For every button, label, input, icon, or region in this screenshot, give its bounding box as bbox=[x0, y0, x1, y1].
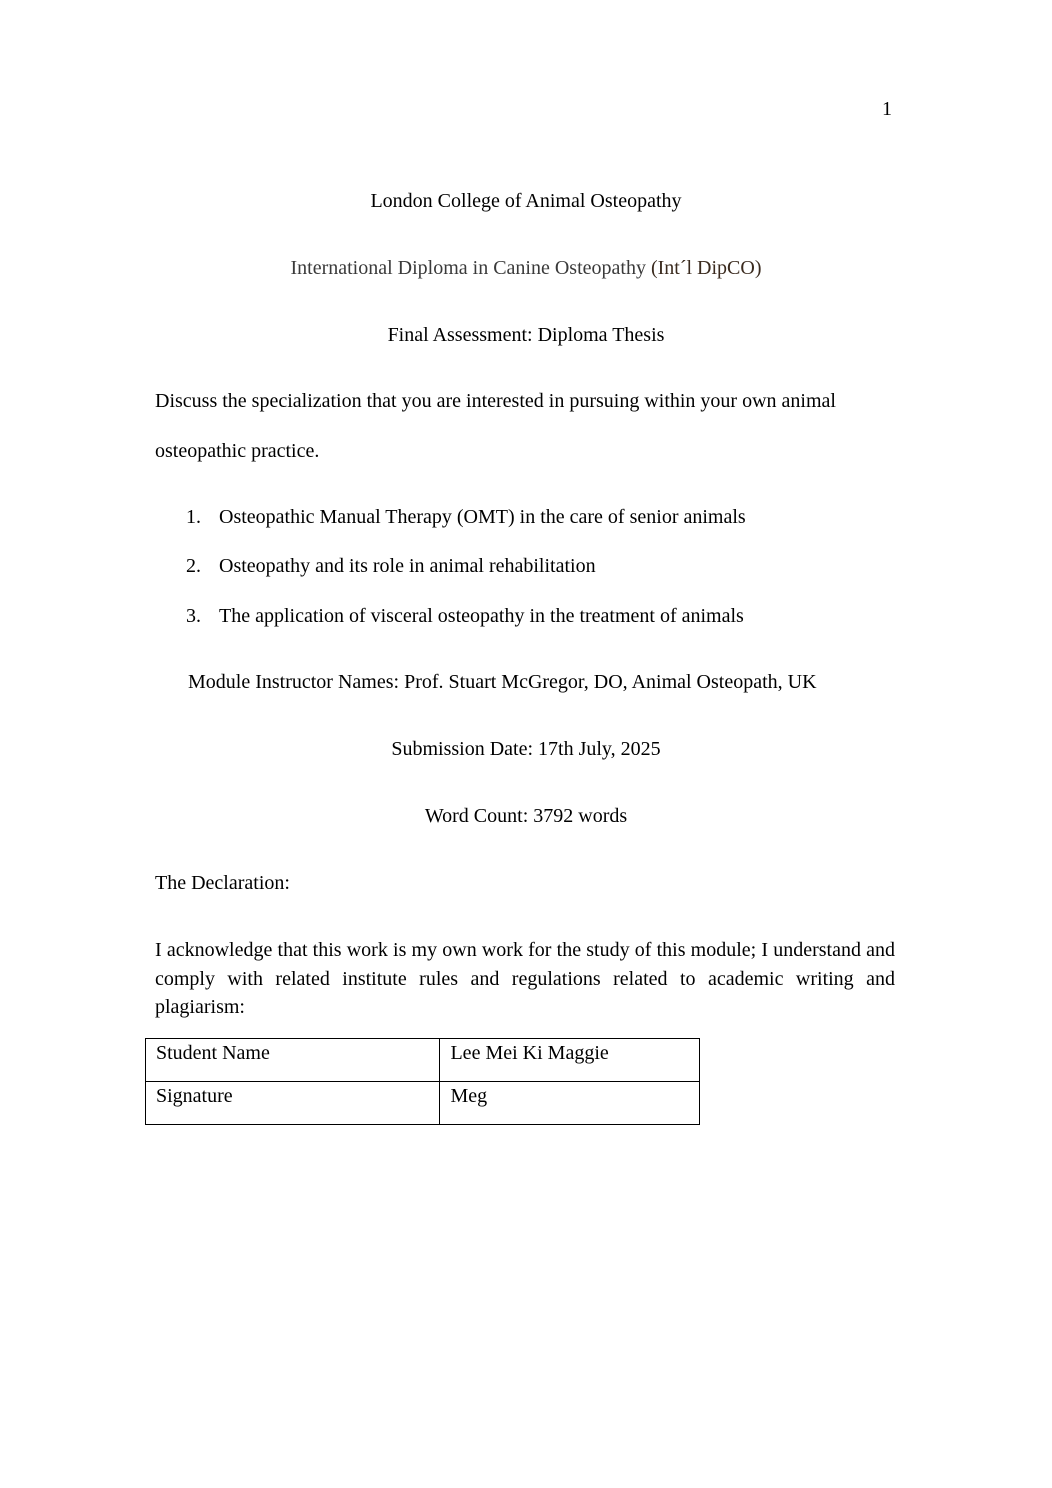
institution-title: London College of Animal Osteopathy bbox=[370, 190, 682, 212]
list-item-number: 3. bbox=[186, 605, 201, 627]
list-item bbox=[186, 604, 744, 628]
signature-label: Signature bbox=[146, 1082, 440, 1125]
program-name: International Diploma in Canine Osteopathy bbox=[290, 257, 646, 279]
list-item bbox=[186, 505, 746, 529]
declaration-text: I acknowledge that this work is my own work for the study of this module; I understand and comply with related institute rules and regulations related to academic writing and plagiarism: bbox=[155, 939, 895, 1018]
table-row bbox=[146, 1039, 700, 1082]
signature-value: Meg bbox=[440, 1082, 700, 1125]
list-item-text: The application of visceral osteopathy in the treatment of animals bbox=[219, 605, 744, 627]
prompt-line-2: osteopathic practice. bbox=[155, 440, 320, 462]
declaration-heading: The Declaration: bbox=[155, 872, 290, 894]
program-abbreviation: (Int´l DipCO) bbox=[650, 257, 762, 279]
declaration-table bbox=[145, 1038, 700, 1125]
submission-date: Submission Date: 17th July, 2025 bbox=[391, 738, 661, 760]
assessment-title: Final Assessment: Diploma Thesis bbox=[387, 324, 665, 346]
student-name-value: Lee Mei Ki Maggie bbox=[440, 1039, 700, 1082]
prompt-line-1: Discuss the specialization that you are interested in pursuing within your own animal bbox=[155, 390, 836, 412]
page-number: 1 bbox=[882, 98, 892, 120]
list-item-number: 1. bbox=[186, 506, 201, 528]
program-title bbox=[0, 256, 1052, 280]
table-row bbox=[146, 1082, 700, 1125]
list-item-text: Osteopathy and its role in animal rehabilitation bbox=[219, 555, 596, 577]
list-item-number: 2. bbox=[186, 555, 201, 577]
list-item bbox=[186, 554, 596, 578]
list-item-text: Osteopathic Manual Therapy (OMT) in the care of senior animals bbox=[219, 506, 746, 528]
instructor-line: Module Instructor Names: Prof. Stuart McGregor, DO, Animal Osteopath, UK bbox=[188, 671, 817, 693]
word-count: Word Count: 3792 words bbox=[424, 805, 628, 827]
student-name-label: Student Name bbox=[146, 1039, 440, 1082]
